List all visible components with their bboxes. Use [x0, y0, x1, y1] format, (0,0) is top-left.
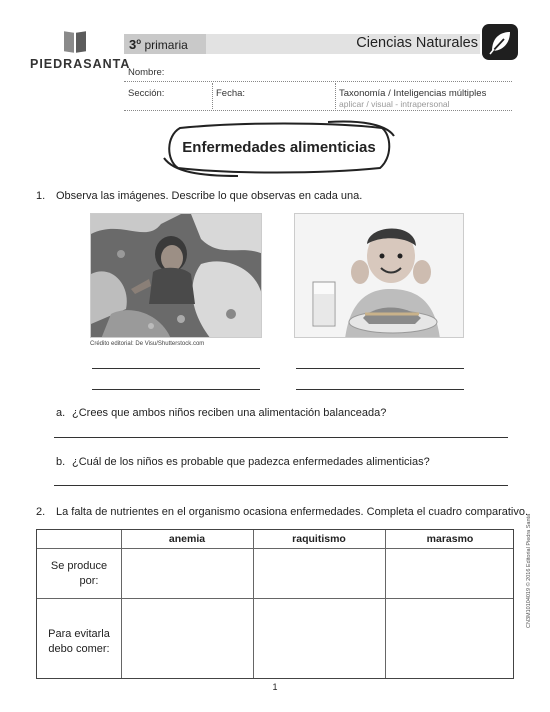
column-header-raquitismo: raquitismo [292, 533, 346, 545]
seccion-fecha-field[interactable] [124, 110, 512, 111]
book-icon [64, 32, 86, 54]
column-header-anemia: anemia [168, 533, 206, 545]
nombre-label: Nombre: [128, 67, 165, 78]
product-code: CN3M10104019 © 2016 Editorial Piedra Santa [526, 513, 532, 628]
title-banner [160, 118, 398, 180]
field-divider [335, 83, 336, 109]
leaf-icon [482, 24, 518, 60]
subject-title: Ciencias Naturales [356, 35, 478, 51]
publisher-logo [30, 32, 131, 71]
table-cell[interactable] [122, 549, 253, 598]
grade-label: 3$^o$ primaria [124, 34, 206, 54]
page-number: 1 [272, 682, 278, 692]
fecha-label: Fecha: [216, 88, 246, 99]
taxonomia-sub: aplicar / visual - intrapersonal [339, 99, 450, 109]
table-cell[interactable] [122, 599, 253, 679]
answer-line[interactable] [296, 389, 464, 390]
nombre-field[interactable] [124, 81, 512, 82]
table-cell[interactable] [386, 599, 514, 679]
question-1b: b. ¿Cuál de los niños es probable que padezca enfermedades alimenticias? [56, 456, 430, 468]
table-cell[interactable] [254, 599, 385, 679]
answer-line[interactable] [54, 485, 508, 486]
photo-boy-meal [294, 213, 464, 338]
photo-child-garbage [90, 213, 262, 338]
brand-name: PIEDRASANTA [30, 57, 131, 71]
row-header-prevencion: Para evitarla debo comer: [48, 628, 110, 655]
question-2: 2. La falta de nutrientes en el organismo ocasiona enfermedades. Completa el cuadro comparativo. [36, 506, 529, 518]
table-cell[interactable] [254, 549, 385, 598]
answer-line[interactable] [54, 437, 508, 438]
question-1: 1. Observa las imágenes. Describe lo que observas en cada una. [36, 190, 363, 202]
column-header-marasmo: marasmo [426, 533, 474, 545]
question-1a: a. ¿Crees que ambos niños reciben una alimentación balanceada? [56, 407, 387, 419]
table-cell[interactable] [386, 549, 514, 598]
page-title: Enfermedades alimenticias [182, 139, 376, 156]
taxonomia-label: Taxonomía / Inteligencias múltiples [339, 88, 487, 99]
answer-line[interactable] [92, 368, 260, 369]
field-divider [212, 83, 213, 109]
photo-credit: Crédito editorial: De Visu/Shutterstock.com [90, 341, 205, 347]
answer-line[interactable] [92, 389, 260, 390]
row-header-causa: Se produce por: [50, 560, 108, 587]
answer-line[interactable] [296, 368, 464, 369]
seccion-label: Sección: [128, 88, 165, 99]
comparison-table [36, 529, 514, 679]
